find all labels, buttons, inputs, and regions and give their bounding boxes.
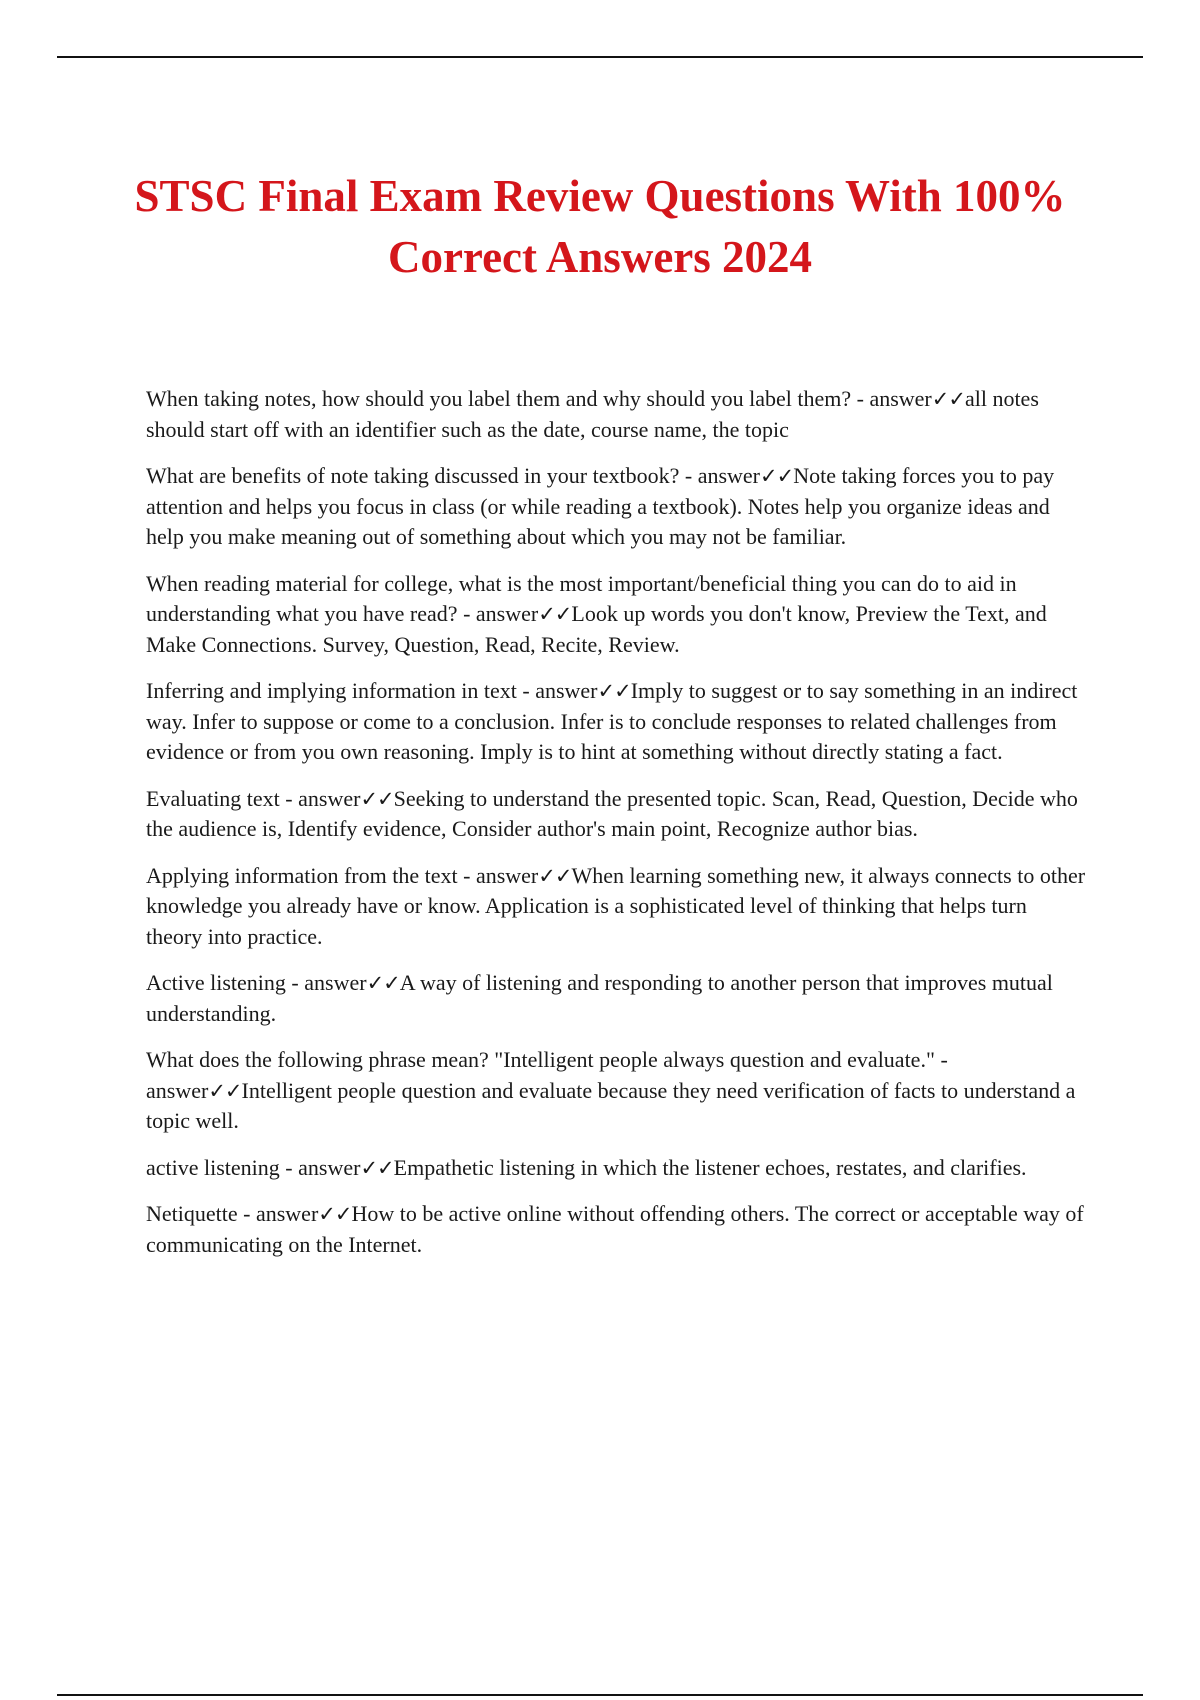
separator: - (279, 1154, 299, 1180)
qa-item (146, 569, 1086, 661)
top-divider (57, 56, 1143, 58)
question-text: Netiquette (146, 1201, 238, 1226)
question-text: Applying information from the text (146, 862, 458, 888)
answer-text: When learning something new, it always connects to other knowledge you already have or know. Application is a sophisticated level of thinking that helps turn theory into practice. (146, 862, 1086, 949)
answer-label: answer (255, 1201, 319, 1226)
double-check-icon: ✓✓ (360, 786, 394, 811)
separator: - (516, 678, 536, 703)
double-check-icon: ✓✓ (538, 863, 572, 888)
answer-text: Imply to suggest or to say something in an indirect way. Infer to suppose or come to a conclusion. Infer is to conclude responses to related challenges from evidence or from you own reasoning. Imply is to hint at something without directly stating a fact. (146, 678, 1078, 764)
answer-text: Intelligent people question and evaluate because they need verification of facts to understand a topic well. (146, 1077, 1076, 1133)
qa-item (146, 461, 1086, 553)
double-check-icon: ✓✓ (597, 679, 631, 703)
qa-item (146, 784, 1086, 845)
qa-item (146, 861, 1086, 953)
qa-item (146, 1153, 1086, 1184)
answer-text: Look up words you don't know, Preview the Text, and Make Connections. Survey, Question, Read, Recite, Review. (146, 601, 1047, 657)
answer-label: answer (298, 785, 361, 811)
qa-item (146, 384, 1086, 445)
question-text: What are benefits of note taking discussed in your textbook? (146, 463, 680, 488)
answer-text: Note taking forces you to pay attention and helps you focus in class (or while reading a textbook). Notes help you organize ideas and help you make meaning out of something about which you may not be familiar. (146, 463, 1055, 549)
page-title: STSC Final Exam Review Questions With 100% Correct Answers 2024 (134, 171, 1066, 282)
answer-label: answer (869, 386, 932, 411)
question-text: Active listening (146, 970, 286, 995)
qa-item (146, 1045, 1086, 1137)
answer-label: answer (535, 678, 598, 703)
double-check-icon: ✓✓ (208, 1078, 242, 1103)
answer-label: answer (298, 1154, 361, 1180)
question-text: When taking notes, how should you label them and why should you label them? (146, 386, 852, 411)
question-text: Inferring and implying information in text (146, 678, 517, 703)
question-text: What does the following phrase mean? "Intelligent people always question and evaluate." (146, 1047, 935, 1072)
answer-label: answer (475, 862, 539, 888)
answer-label: answer (304, 970, 367, 995)
separator: - (457, 862, 476, 888)
question-text: Evaluating text (146, 785, 280, 811)
double-check-icon: ✓✓ (760, 464, 794, 488)
qa-item (146, 676, 1086, 768)
qa-list (146, 384, 1086, 1276)
answer-text: A way of listening and responding to another person that improves mutual understanding. (146, 970, 1053, 1026)
answer-label: answer (146, 1077, 209, 1103)
separator: - (679, 463, 698, 488)
question-text: When reading material for college, what is the most important/beneficial thing you can do to aid in understanding what you have read? (146, 570, 1017, 626)
double-check-icon: ✓✓ (366, 971, 400, 995)
qa-item (146, 1199, 1086, 1260)
double-check-icon: ✓✓ (318, 1202, 352, 1226)
qa-item (146, 968, 1086, 1029)
separator: - (457, 601, 476, 626)
answer-text: How to be active online without offending others. The correct or acceptable way of communicating on the Internet. (146, 1201, 1084, 1257)
answer-label: answer (475, 601, 539, 626)
answer-text: all notes should start off with an identifier such as the date, course name, the topic (146, 386, 1039, 442)
question-text: active listening (146, 1154, 280, 1180)
separator: - (285, 970, 305, 995)
separator: - (279, 785, 299, 811)
double-check-icon: ✓✓ (931, 387, 965, 411)
double-check-icon: ✓✓ (360, 1155, 394, 1180)
separator: - (237, 1201, 256, 1226)
answer-text: Seeking to understand the presented topic. Scan, Read, Question, Decide who the audience is, Identify evidence, Consider author's main point, Recognize author bias. (146, 785, 1078, 841)
separator: - (934, 1047, 948, 1072)
double-check-icon: ✓✓ (538, 602, 572, 626)
answer-label: answer (697, 463, 760, 488)
answer-text: Empathetic listening in which the listener echoes, restates, and clarifies. (393, 1154, 1027, 1180)
bottom-divider (57, 1694, 1143, 1696)
separator: - (851, 386, 870, 411)
